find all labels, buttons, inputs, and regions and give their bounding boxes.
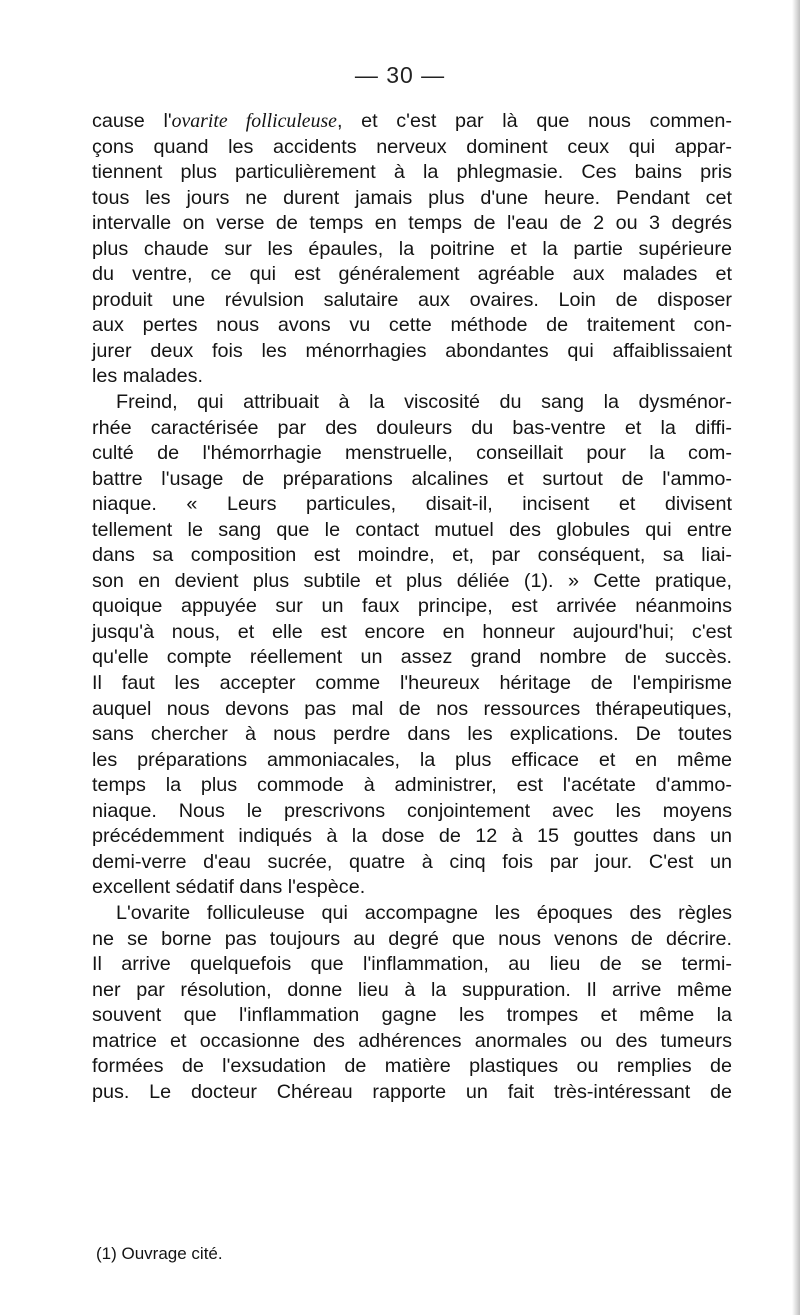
text-line: qu'elle compte réellement un assez grand nombre de succès. <box>92 646 732 669</box>
text-line: du ventre, ce qui est généralement agréable aux malades et <box>92 263 732 286</box>
text-line: tous les jours ne durent jamais plus d'une heure. Pendant cet <box>92 186 732 209</box>
text-line: jusqu'à nous, et elle est encore en honneur aujourd'hui; c'est <box>92 620 732 643</box>
text-line: temps la plus commode à administrer, est l'acétate d'ammo- <box>92 774 732 797</box>
text-line: Il faut les accepter comme l'heureux héritage de l'empirisme <box>92 672 732 695</box>
text-line: culté de l'hémorrhagie menstruelle, conseillait pour la com- <box>92 442 732 465</box>
text-line: tellement le sang que le contact mutuel des globules qui entre <box>92 518 732 541</box>
text-line: ne se borne pas toujours au degré que nous venons de décrire. <box>92 927 732 950</box>
footnote: (1) Ouvrage cité. <box>96 1244 223 1263</box>
text-line: quoique appuyée sur un faux principe, est arrivée néanmoins <box>92 595 732 618</box>
text-line: demi-verre d'eau sucrée, quatre à cinq fois par jour. C'est un <box>92 850 732 873</box>
text-line: niaque. « Leurs particules, disait-il, incisent et divisent <box>92 493 732 516</box>
text-line <box>92 109 732 135</box>
text-line: Freind, qui attribuait à la viscosité du sang la dysménor- <box>116 391 732 414</box>
text-line: intervalle on verse de temps en temps de l'eau de 2 ou 3 degrés <box>92 212 732 235</box>
text-line: plus chaude sur les épaules, la poitrine et la partie supérieure <box>92 237 732 260</box>
text-line: excellent sédatif dans l'espèce. <box>92 876 366 899</box>
paragraph-2 <box>92 390 732 901</box>
text-line: tiennent plus particulièrement à la phlegmasie. Ces bains pris <box>92 161 732 184</box>
text-line: niaque. Nous le prescrivons conjointement avec les moyens <box>92 799 732 822</box>
page-number: — 30 — <box>354 62 446 88</box>
body-text <box>92 109 732 1105</box>
ovarite-term: cause l'ovarite folliculeuse, et c'est par là que nous commen- <box>92 110 733 132</box>
text-line: souvent que l'inflammation gagne les trompes et même la <box>92 1004 732 1027</box>
page-edge-shadow <box>792 0 800 1315</box>
text-line: ner par résolution, donne lieu à la suppuration. Il arrive même <box>92 978 732 1001</box>
text-line: pus. Le docteur Chéreau rapporte un fait très-intéressant de <box>92 1080 732 1103</box>
text-line: précédemment indiqués à la dose de 12 à 15 gouttes dans un <box>92 825 732 848</box>
text-line: Il arrive quelquefois que l'inflammation, au lieu de se termi- <box>92 953 732 976</box>
text-line: aux pertes nous avons vu cette méthode de traitement con- <box>92 314 732 337</box>
text-line: sans chercher à nous perdre dans les explications. De toutes <box>92 723 732 746</box>
paragraph-1 <box>92 109 732 390</box>
paragraph-3 <box>92 901 732 1105</box>
text-line: son en devient plus subtile et plus déliée (1). » Cette pratique, <box>92 569 732 592</box>
text-line: L'ovarite folliculeuse qui accompagne les époques des règles <box>116 901 732 924</box>
text-line: rhée caractérisée par des douleurs du bas-ventre et la diffi- <box>92 416 732 439</box>
text-line: formées de l'exsudation de matière plastiques ou remplies de <box>92 1055 732 1078</box>
text-line: les malades. <box>92 365 204 388</box>
text-line: les préparations ammoniacales, la plus efficace et en même <box>92 748 732 771</box>
text-line: jurer deux fois les ménorrhagies abondantes qui affaiblissaient <box>92 339 732 362</box>
text-line: auquel nous devons pas mal de nos ressources thérapeutiques, <box>92 697 732 720</box>
text-line: produit une révulsion salutaire aux ovaires. Loin de disposer <box>92 288 732 311</box>
text-line: çons quand les accidents nerveux dominent ceux qui appar- <box>92 135 732 158</box>
text-line: battre l'usage de préparations alcalines et surtout de l'ammo- <box>92 467 732 490</box>
text-line: matrice et occasionne des adhérences anormales ou des tumeurs <box>92 1029 732 1052</box>
text-line: dans sa composition est moindre, et, par conséquent, sa liai- <box>92 544 732 567</box>
